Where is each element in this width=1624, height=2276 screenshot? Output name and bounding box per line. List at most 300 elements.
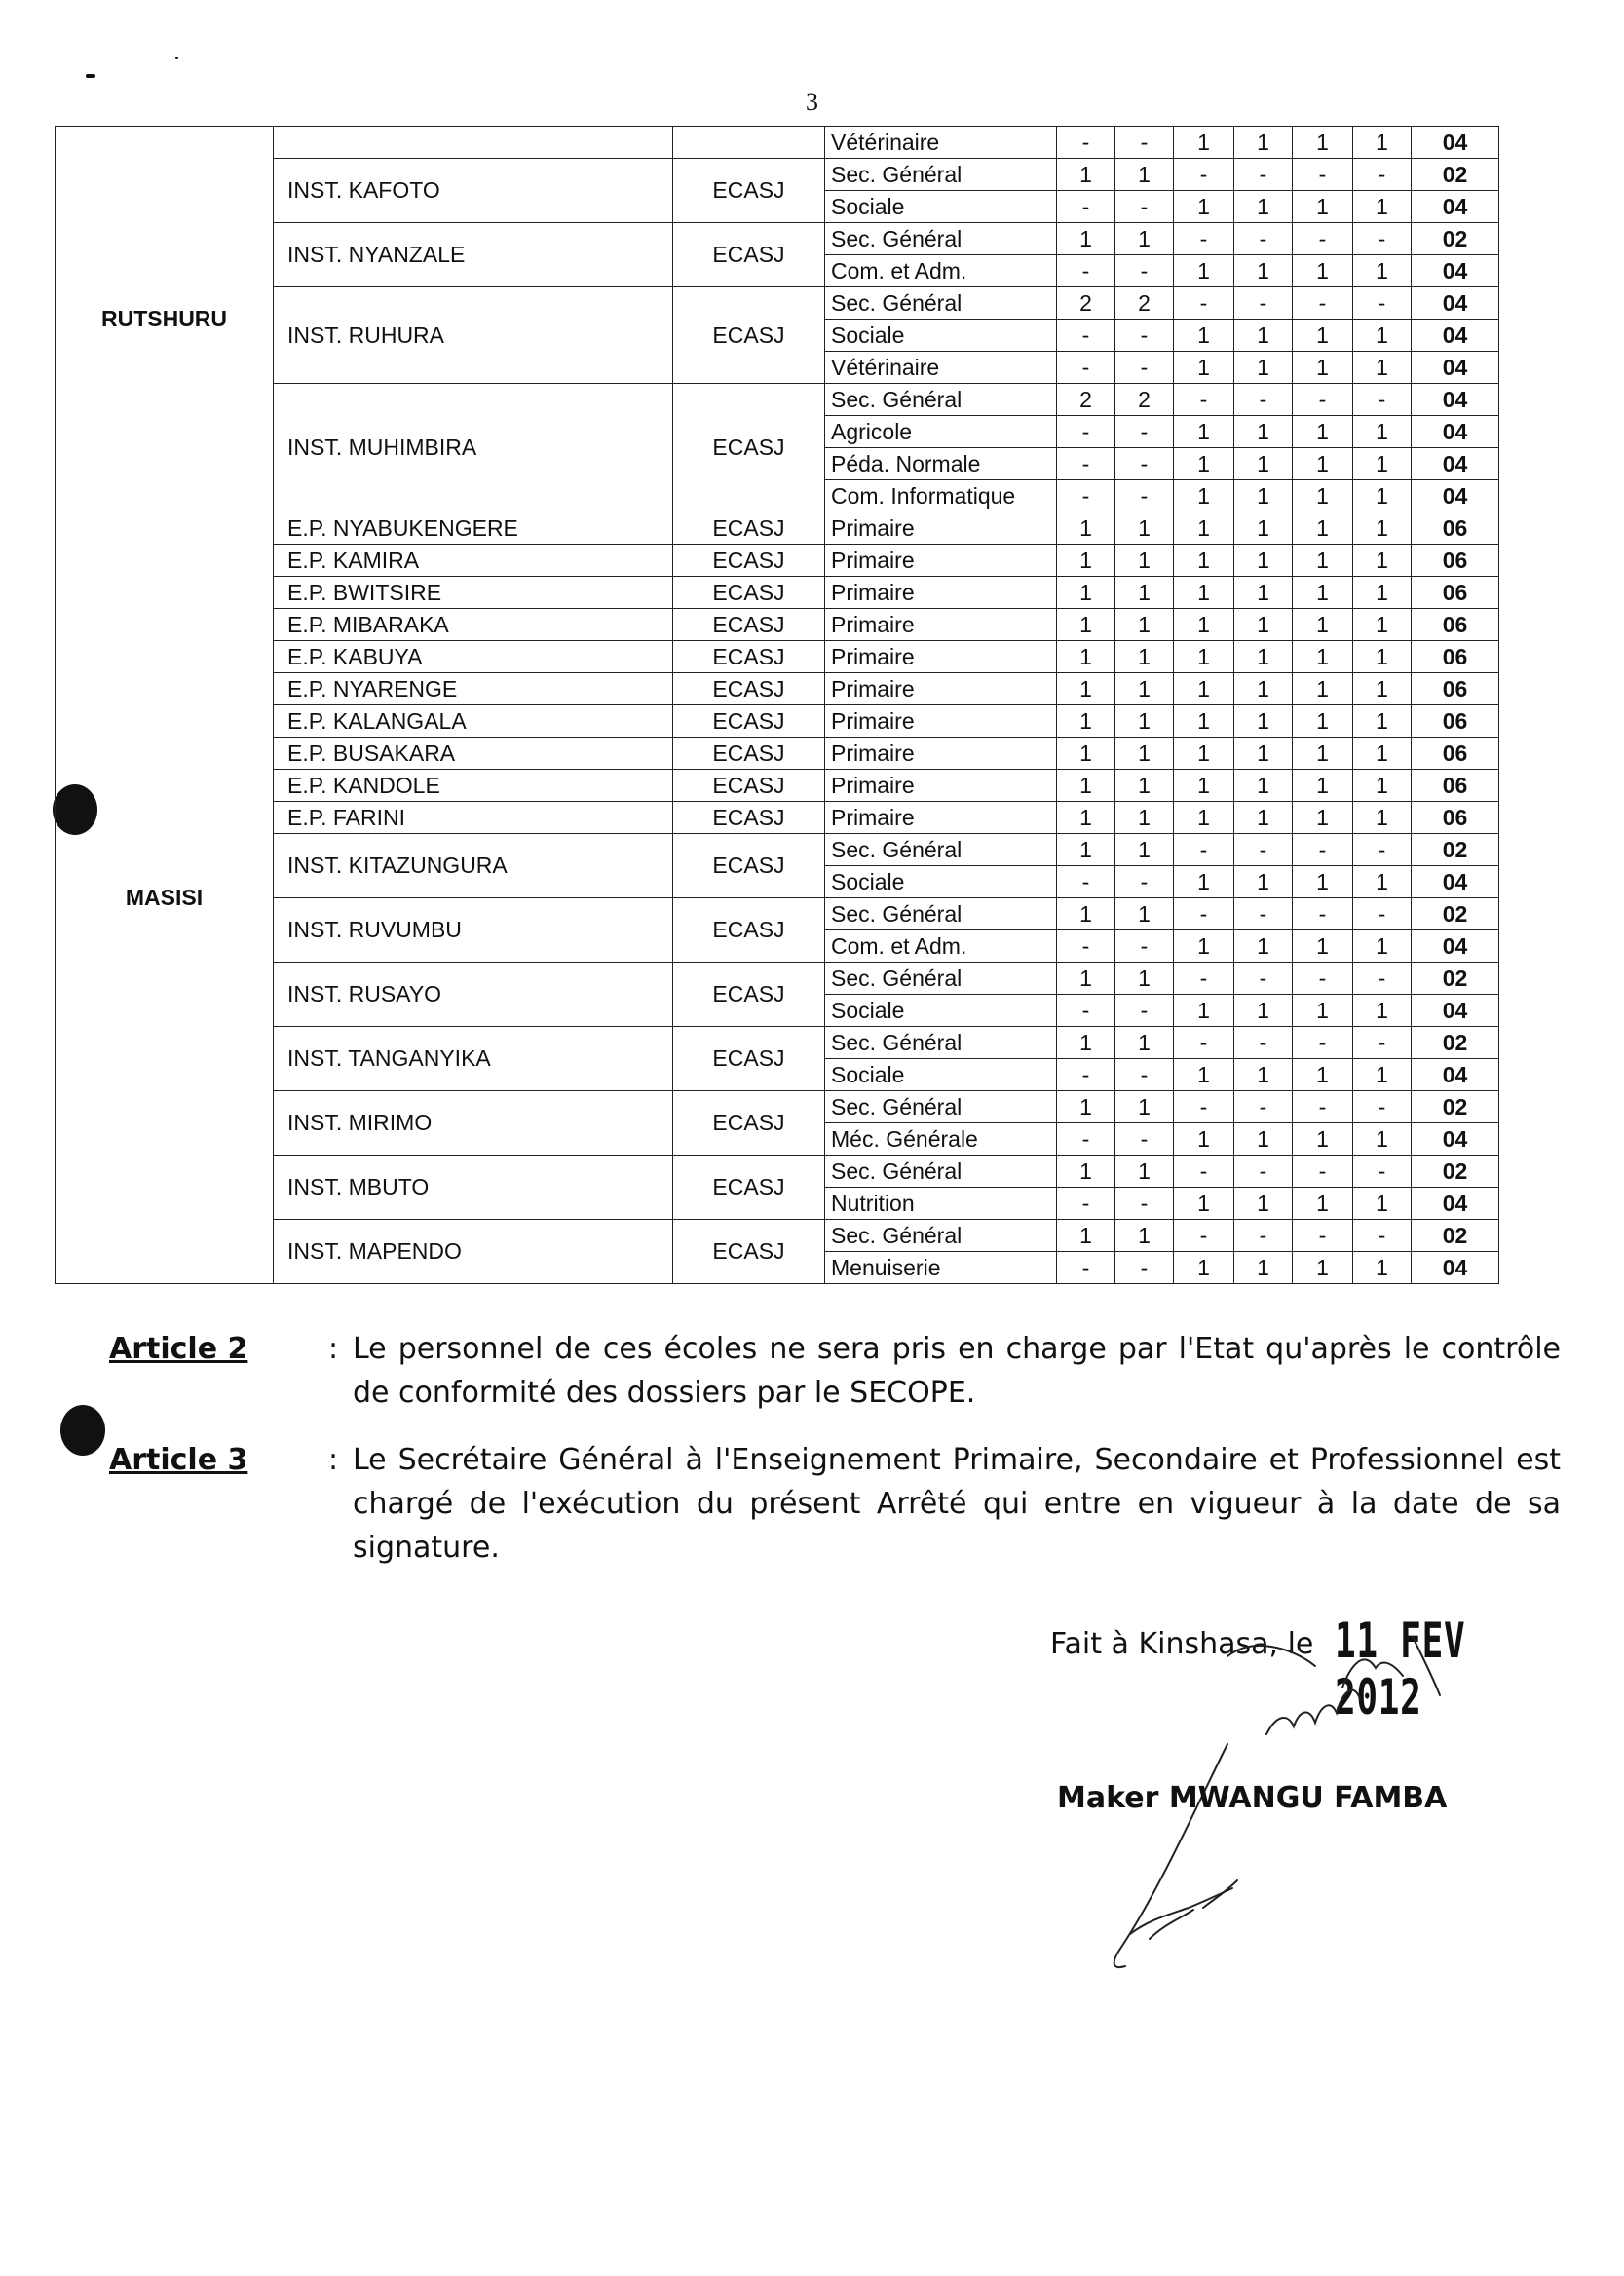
regime-cell: ECASJ <box>673 384 825 512</box>
class-count-cell: 1 <box>1234 352 1293 384</box>
class-count-cell: - <box>1057 352 1115 384</box>
school-cell: E.P. BWITSIRE <box>274 577 673 609</box>
option-cell: Méc. Générale <box>825 1123 1057 1156</box>
school-cell: E.P. KAMIRA <box>274 545 673 577</box>
class-count-cell: 1 <box>1293 1188 1353 1220</box>
class-count-cell: 1 <box>1174 448 1234 480</box>
regime-cell: ECASJ <box>673 1156 825 1220</box>
regime-cell: ECASJ <box>673 673 825 705</box>
class-count-cell: 1 <box>1353 641 1412 673</box>
total-cell: 04 <box>1412 287 1499 320</box>
class-count-cell: - <box>1057 127 1115 159</box>
class-count-cell: 2 <box>1057 287 1115 320</box>
class-count-cell: 1 <box>1234 577 1293 609</box>
class-count-cell: - <box>1293 159 1353 191</box>
regime-cell: ECASJ <box>673 159 825 223</box>
class-count-cell: - <box>1057 1123 1115 1156</box>
class-count-cell: 1 <box>1293 448 1353 480</box>
regime-cell: ECASJ <box>673 834 825 898</box>
class-count-cell: 1 <box>1293 705 1353 738</box>
class-count-cell: 1 <box>1115 577 1174 609</box>
total-cell: 04 <box>1412 352 1499 384</box>
class-count-cell: - <box>1057 995 1115 1027</box>
class-count-cell: - <box>1353 1091 1412 1123</box>
option-cell: Sec. Général <box>825 898 1057 930</box>
regime-cell: ECASJ <box>673 1091 825 1156</box>
class-count-cell: - <box>1234 963 1293 995</box>
class-count-cell: 1 <box>1234 416 1293 448</box>
option-cell: Sec. Général <box>825 834 1057 866</box>
class-count-cell: 1 <box>1293 641 1353 673</box>
total-cell: 04 <box>1412 995 1499 1027</box>
territory-cell: RUTSHURU <box>56 127 274 512</box>
class-count-cell: 1 <box>1234 480 1293 512</box>
option-cell: Sociale <box>825 1059 1057 1091</box>
option-cell: Primaire <box>825 577 1057 609</box>
class-count-cell: - <box>1174 1027 1234 1059</box>
option-cell: Sec. Général <box>825 384 1057 416</box>
total-cell: 04 <box>1412 1188 1499 1220</box>
class-count-cell: - <box>1353 834 1412 866</box>
school-cell: INST. RUSAYO <box>274 963 673 1027</box>
class-count-cell: 1 <box>1174 802 1234 834</box>
class-count-cell: 1 <box>1353 673 1412 705</box>
class-count-cell: 1 <box>1174 1059 1234 1091</box>
class-count-cell: - <box>1234 1027 1293 1059</box>
class-count-cell: 1 <box>1174 641 1234 673</box>
option-cell: Primaire <box>825 609 1057 641</box>
class-count-cell: 1 <box>1174 705 1234 738</box>
class-count-cell: 1 <box>1115 802 1174 834</box>
class-count-cell: 1 <box>1115 1156 1174 1188</box>
total-cell: 02 <box>1412 898 1499 930</box>
class-count-cell: - <box>1234 898 1293 930</box>
article-text: Le personnel de ces écoles ne sera pris en charge par l'Etat qu'après le contrôle de conformité des dossiers par le SECOPE. <box>353 1332 1561 1410</box>
class-count-cell: 1 <box>1234 609 1293 641</box>
class-count-cell: - <box>1293 223 1353 255</box>
class-count-cell: 1 <box>1115 770 1174 802</box>
class-count-cell: 1 <box>1234 866 1293 898</box>
class-count-cell: 1 <box>1174 127 1234 159</box>
school-cell: INST. MBUTO <box>274 1156 673 1220</box>
school-cell: E.P. NYARENGE <box>274 673 673 705</box>
school-cell: INST. RUHURA <box>274 287 673 384</box>
class-count-cell: 1 <box>1115 705 1174 738</box>
option-cell: Sec. Général <box>825 963 1057 995</box>
school-cell: INST. NYANZALE <box>274 223 673 287</box>
class-count-cell: 1 <box>1234 802 1293 834</box>
scan-speck <box>86 74 95 78</box>
total-cell: 04 <box>1412 416 1499 448</box>
class-count-cell: 1 <box>1057 512 1115 545</box>
class-count-cell: - <box>1234 1156 1293 1188</box>
class-count-cell: 1 <box>1234 448 1293 480</box>
class-count-cell: 1 <box>1234 512 1293 545</box>
class-count-cell: - <box>1293 1091 1353 1123</box>
class-count-cell: 1 <box>1057 1091 1115 1123</box>
option-cell: Sec. Général <box>825 1027 1057 1059</box>
class-count-cell: - <box>1174 159 1234 191</box>
option-cell: Agricole <box>825 416 1057 448</box>
class-count-cell: 1 <box>1353 866 1412 898</box>
school-cell <box>274 127 673 159</box>
class-count-cell: 1 <box>1174 255 1234 287</box>
school-cell: INST. RUVUMBU <box>274 898 673 963</box>
option-cell: Sec. Général <box>825 1091 1057 1123</box>
class-count-cell: - <box>1234 223 1293 255</box>
class-count-cell: - <box>1057 320 1115 352</box>
class-count-cell: 1 <box>1293 191 1353 223</box>
date-stamp: 11 FEV 2012 <box>1335 1612 1466 1726</box>
class-count-cell: 1 <box>1057 1156 1115 1188</box>
regime-cell: ECASJ <box>673 1220 825 1284</box>
option-cell: Sec. Général <box>825 1220 1057 1252</box>
regime-cell: ECASJ <box>673 609 825 641</box>
class-count-cell: 1 <box>1234 641 1293 673</box>
class-count-cell: 1 <box>1293 320 1353 352</box>
total-cell: 02 <box>1412 1027 1499 1059</box>
class-count-cell: 1 <box>1234 255 1293 287</box>
class-count-cell: 1 <box>1057 545 1115 577</box>
class-count-cell: 1 <box>1057 963 1115 995</box>
school-cell: E.P. KANDOLE <box>274 770 673 802</box>
regime-cell: ECASJ <box>673 1027 825 1091</box>
article-colon: : <box>328 1443 339 1477</box>
class-count-cell: 1 <box>1174 512 1234 545</box>
total-cell: 06 <box>1412 577 1499 609</box>
option-cell: Primaire <box>825 802 1057 834</box>
class-count-cell: 1 <box>1174 673 1234 705</box>
class-count-cell: 1 <box>1057 641 1115 673</box>
total-cell: 04 <box>1412 480 1499 512</box>
class-count-cell: - <box>1174 287 1234 320</box>
class-count-cell: - <box>1115 930 1174 963</box>
option-cell: Sec. Général <box>825 287 1057 320</box>
option-cell: Menuiserie <box>825 1252 1057 1284</box>
class-count-cell: 1 <box>1234 1123 1293 1156</box>
total-cell: 02 <box>1412 1220 1499 1252</box>
class-count-cell: - <box>1293 1027 1353 1059</box>
class-count-cell: 2 <box>1115 287 1174 320</box>
class-count-cell: 1 <box>1115 1091 1174 1123</box>
school-cell: INST. MUHIMBIRA <box>274 384 673 512</box>
class-count-cell: 1 <box>1174 770 1234 802</box>
class-count-cell: 1 <box>1293 770 1353 802</box>
class-count-cell: 1 <box>1293 609 1353 641</box>
total-cell: 04 <box>1412 191 1499 223</box>
regime-cell: ECASJ <box>673 641 825 673</box>
class-count-cell: - <box>1057 480 1115 512</box>
class-count-cell: 1 <box>1174 995 1234 1027</box>
class-count-cell: 1 <box>1174 609 1234 641</box>
school-cell: INST. KAFOTO <box>274 159 673 223</box>
regime-cell: ECASJ <box>673 512 825 545</box>
article-text: Le Secrétaire Général à l'Enseignement Primaire, Secondaire et Professionnel est chargé de l'exécution du présent Arrêté qui entre en vigueur à la date de sa signature. <box>353 1443 1561 1565</box>
regime-cell <box>673 127 825 159</box>
class-count-cell: - <box>1174 1220 1234 1252</box>
class-count-cell: 1 <box>1353 1059 1412 1091</box>
total-cell: 02 <box>1412 1091 1499 1123</box>
class-count-cell: 1 <box>1234 191 1293 223</box>
option-cell: Primaire <box>825 673 1057 705</box>
total-cell: 02 <box>1412 1156 1499 1188</box>
class-count-cell: 1 <box>1293 1123 1353 1156</box>
class-count-cell: 1 <box>1057 577 1115 609</box>
class-count-cell: 1 <box>1293 352 1353 384</box>
total-cell: 04 <box>1412 320 1499 352</box>
class-count-cell: 1 <box>1234 930 1293 963</box>
total-cell: 04 <box>1412 384 1499 416</box>
class-count-cell: - <box>1115 255 1174 287</box>
class-count-cell: 1 <box>1057 770 1115 802</box>
class-count-cell: 1 <box>1293 1059 1353 1091</box>
total-cell: 06 <box>1412 738 1499 770</box>
page-number: 3 <box>806 88 818 116</box>
class-count-cell: - <box>1293 834 1353 866</box>
option-cell: Com. Informatique <box>825 480 1057 512</box>
class-count-cell: 1 <box>1234 995 1293 1027</box>
class-count-cell: 1 <box>1057 802 1115 834</box>
class-count-cell: 1 <box>1353 512 1412 545</box>
class-count-cell: 1 <box>1174 416 1234 448</box>
class-count-cell: - <box>1353 1027 1412 1059</box>
regime-cell: ECASJ <box>673 287 825 384</box>
total-cell: 06 <box>1412 673 1499 705</box>
option-cell: Sec. Général <box>825 159 1057 191</box>
total-cell: 06 <box>1412 609 1499 641</box>
total-cell: 06 <box>1412 512 1499 545</box>
class-count-cell: 1 <box>1293 545 1353 577</box>
option-cell: Sociale <box>825 191 1057 223</box>
total-cell: 02 <box>1412 223 1499 255</box>
total-cell: 04 <box>1412 448 1499 480</box>
class-count-cell: 1 <box>1057 159 1115 191</box>
school-cell: E.P. KABUYA <box>274 641 673 673</box>
regime-cell: ECASJ <box>673 705 825 738</box>
class-count-cell: 1 <box>1057 1027 1115 1059</box>
class-count-cell: 1 <box>1293 255 1353 287</box>
class-count-cell: - <box>1115 995 1174 1027</box>
option-cell: Vétérinaire <box>825 127 1057 159</box>
class-count-cell: - <box>1293 1156 1353 1188</box>
class-count-cell: - <box>1115 866 1174 898</box>
option-cell: Sociale <box>825 320 1057 352</box>
regime-cell: ECASJ <box>673 577 825 609</box>
class-count-cell: 1 <box>1174 352 1234 384</box>
class-count-cell: 1 <box>1293 673 1353 705</box>
class-count-cell: 1 <box>1293 738 1353 770</box>
class-count-cell: - <box>1115 320 1174 352</box>
class-count-cell: 1 <box>1234 673 1293 705</box>
class-count-cell: - <box>1115 1252 1174 1284</box>
class-count-cell: 1 <box>1115 545 1174 577</box>
class-count-cell: 1 <box>1353 995 1412 1027</box>
table-row <box>56 127 1499 159</box>
class-count-cell: 1 <box>1174 191 1234 223</box>
total-cell: 04 <box>1412 1059 1499 1091</box>
class-count-cell: - <box>1174 834 1234 866</box>
class-count-cell: - <box>1115 1123 1174 1156</box>
class-count-cell: 1 <box>1174 320 1234 352</box>
class-count-cell: 1 <box>1353 352 1412 384</box>
class-count-cell: 1 <box>1353 448 1412 480</box>
regime-cell: ECASJ <box>673 802 825 834</box>
class-count-cell: - <box>1293 384 1353 416</box>
class-count-cell: 1 <box>1115 963 1174 995</box>
class-count-cell: - <box>1057 416 1115 448</box>
class-count-cell: 1 <box>1057 738 1115 770</box>
class-count-cell: 1 <box>1174 1123 1234 1156</box>
total-cell: 02 <box>1412 963 1499 995</box>
article-label: Article 3 <box>109 1443 248 1477</box>
class-count-cell: - <box>1353 963 1412 995</box>
class-count-cell: - <box>1057 1188 1115 1220</box>
scan-speck <box>175 57 178 59</box>
class-count-cell: - <box>1174 1091 1234 1123</box>
class-count-cell: - <box>1353 384 1412 416</box>
option-cell: Com. et Adm. <box>825 255 1057 287</box>
total-cell: 02 <box>1412 159 1499 191</box>
class-count-cell: - <box>1353 1156 1412 1188</box>
class-count-cell: 1 <box>1115 834 1174 866</box>
class-count-cell: 1 <box>1353 1123 1412 1156</box>
school-cell: E.P. NYABUKENGERE <box>274 512 673 545</box>
class-count-cell: 1 <box>1234 1059 1293 1091</box>
total-cell: 06 <box>1412 641 1499 673</box>
punch-hole <box>60 1405 105 1456</box>
class-count-cell: 1 <box>1353 577 1412 609</box>
class-count-cell: - <box>1115 480 1174 512</box>
place-and-date-label: Fait à Kinshasa, le <box>1050 1627 1314 1661</box>
class-count-cell: 1 <box>1115 159 1174 191</box>
total-cell: 04 <box>1412 866 1499 898</box>
class-count-cell: 1 <box>1234 127 1293 159</box>
class-count-cell: 1 <box>1057 898 1115 930</box>
class-count-cell: - <box>1115 191 1174 223</box>
class-count-cell: - <box>1174 963 1234 995</box>
school-cell: E.P. BUSAKARA <box>274 738 673 770</box>
class-count-cell: 1 <box>1115 609 1174 641</box>
class-count-cell: 1 <box>1115 1027 1174 1059</box>
option-cell: Péda. Normale <box>825 448 1057 480</box>
class-count-cell: 1 <box>1353 802 1412 834</box>
class-count-cell: 1 <box>1174 545 1234 577</box>
class-count-cell: 1 <box>1353 320 1412 352</box>
class-count-cell: - <box>1057 1252 1115 1284</box>
school-cell: E.P. KALANGALA <box>274 705 673 738</box>
regime-cell: ECASJ <box>673 738 825 770</box>
class-count-cell: 1 <box>1115 673 1174 705</box>
total-cell: 06 <box>1412 545 1499 577</box>
school-cell: INST. MIRIMO <box>274 1091 673 1156</box>
class-count-cell: - <box>1057 1059 1115 1091</box>
class-count-cell: 1 <box>1115 738 1174 770</box>
school-cell: INST. TANGANYIKA <box>274 1027 673 1091</box>
class-count-cell: - <box>1057 866 1115 898</box>
class-count-cell: 1 <box>1115 1220 1174 1252</box>
class-count-cell: - <box>1115 1059 1174 1091</box>
class-count-cell: 1 <box>1174 1252 1234 1284</box>
total-cell: 02 <box>1412 834 1499 866</box>
class-count-cell: 1 <box>1353 1188 1412 1220</box>
class-count-cell: 1 <box>1353 191 1412 223</box>
total-cell: 04 <box>1412 930 1499 963</box>
class-count-cell: 1 <box>1115 223 1174 255</box>
class-count-cell: 1 <box>1234 545 1293 577</box>
option-cell: Primaire <box>825 738 1057 770</box>
class-count-cell: 1 <box>1293 995 1353 1027</box>
class-count-cell: 1 <box>1234 1188 1293 1220</box>
option-cell: Primaire <box>825 770 1057 802</box>
class-count-cell: 1 <box>1234 320 1293 352</box>
table-body <box>56 127 1499 1284</box>
class-count-cell: - <box>1353 898 1412 930</box>
class-count-cell: 1 <box>1293 512 1353 545</box>
class-count-cell: - <box>1234 1091 1293 1123</box>
class-count-cell: 1 <box>1115 641 1174 673</box>
option-cell: Primaire <box>825 641 1057 673</box>
class-count-cell: 2 <box>1115 384 1174 416</box>
option-cell: Primaire <box>825 512 1057 545</box>
option-cell: Vétérinaire <box>825 352 1057 384</box>
class-count-cell: - <box>1293 287 1353 320</box>
schools-table <box>55 126 1499 1284</box>
class-count-cell: - <box>1234 384 1293 416</box>
signatory-name: Maker MWANGU FAMBA <box>1057 1781 1448 1815</box>
class-count-cell: 1 <box>1115 898 1174 930</box>
class-count-cell: 1 <box>1057 834 1115 866</box>
class-count-cell: 1 <box>1353 255 1412 287</box>
class-count-cell: - <box>1234 1220 1293 1252</box>
class-count-cell: 1 <box>1115 512 1174 545</box>
class-count-cell: 1 <box>1174 1188 1234 1220</box>
class-count-cell: 1 <box>1234 705 1293 738</box>
class-count-cell: 1 <box>1293 930 1353 963</box>
option-cell: Sec. Général <box>825 1156 1057 1188</box>
class-count-cell: - <box>1293 1220 1353 1252</box>
class-count-cell: - <box>1234 159 1293 191</box>
class-count-cell: - <box>1353 223 1412 255</box>
class-count-cell: 1 <box>1057 705 1115 738</box>
territory-cell: MASISI <box>56 512 274 1284</box>
class-count-cell: 1 <box>1353 738 1412 770</box>
total-cell: 04 <box>1412 127 1499 159</box>
total-cell: 06 <box>1412 802 1499 834</box>
class-count-cell: 1 <box>1293 802 1353 834</box>
regime-cell: ECASJ <box>673 545 825 577</box>
class-count-cell: 1 <box>1353 770 1412 802</box>
class-count-cell: 1 <box>1174 738 1234 770</box>
class-count-cell: - <box>1057 930 1115 963</box>
class-count-cell: 1 <box>1234 1252 1293 1284</box>
class-count-cell: 1 <box>1353 545 1412 577</box>
article-colon: : <box>328 1332 339 1366</box>
class-count-cell: 1 <box>1293 1252 1353 1284</box>
class-count-cell: 1 <box>1293 577 1353 609</box>
class-count-cell: 2 <box>1057 384 1115 416</box>
regime-cell: ECASJ <box>673 898 825 963</box>
total-cell: 06 <box>1412 705 1499 738</box>
class-count-cell: 1 <box>1057 223 1115 255</box>
class-count-cell: 1 <box>1174 866 1234 898</box>
class-count-cell: 1 <box>1057 609 1115 641</box>
class-count-cell: 1 <box>1353 416 1412 448</box>
class-count-cell: 1 <box>1174 577 1234 609</box>
class-count-cell: 1 <box>1353 930 1412 963</box>
class-count-cell: - <box>1057 191 1115 223</box>
class-count-cell: 1 <box>1353 127 1412 159</box>
class-count-cell: - <box>1115 416 1174 448</box>
